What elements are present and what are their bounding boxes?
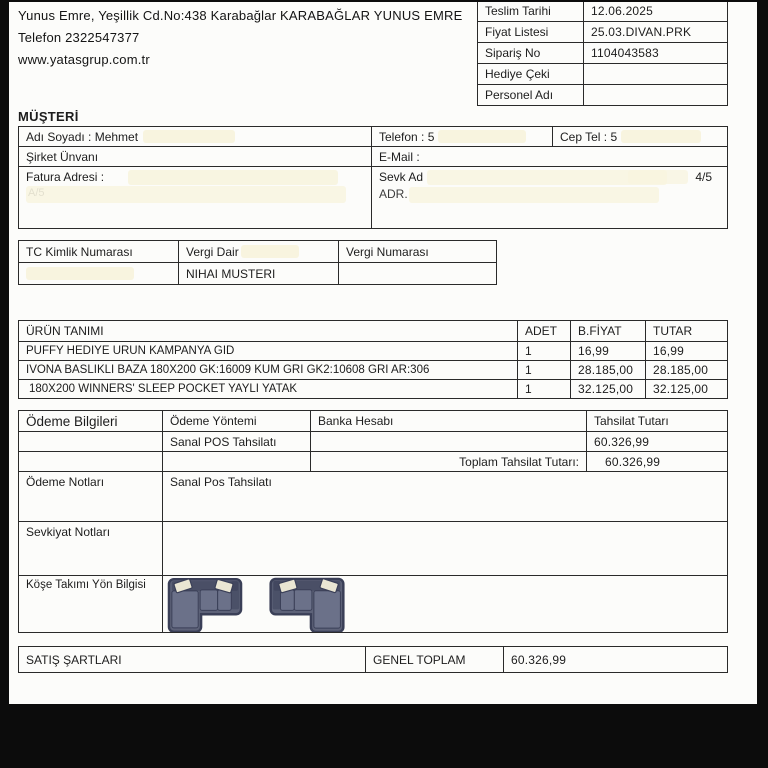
document-page bbox=[9, 2, 757, 704]
redaction-block bbox=[241, 245, 299, 258]
ship-address-fragment: 4/5 bbox=[695, 170, 712, 184]
invoice-address-cell bbox=[19, 167, 372, 229]
table-row bbox=[478, 85, 728, 106]
product-desc: IVONA BASLIKLI BAZA 180X200 GK:16009 KUM GRI GK2:10608 GRI AR:306 bbox=[19, 361, 518, 380]
invoice-address-label: Fatura Adresi : bbox=[26, 170, 105, 184]
products-qty-header: ADET bbox=[518, 321, 571, 342]
store-address: Yunus Emre, Yeşillik Cd.No:438 Karabağlar KARABAĞLAR YUNUS EMRE bbox=[18, 8, 463, 23]
tax-number-header: Vergi Numarası bbox=[339, 241, 497, 263]
bank-account-value bbox=[311, 432, 587, 452]
product-total: 32.125,00 bbox=[646, 380, 728, 399]
table-row bbox=[19, 147, 728, 167]
payment-notes-value: Sanal Pos Tahsilatı bbox=[163, 472, 728, 522]
ship-address-cell bbox=[372, 167, 728, 229]
total-collection-label: Toplam Tahsilat Tutarı: bbox=[311, 452, 587, 472]
product-qty: 1 bbox=[518, 361, 571, 380]
products-desc-header: ÜRÜN TANIMI bbox=[19, 321, 518, 342]
empty-cell bbox=[19, 452, 163, 472]
tc-id-header: TC Kimlik Numarası bbox=[19, 241, 179, 263]
table-row bbox=[478, 22, 728, 43]
redaction-block bbox=[628, 170, 688, 184]
product-total: 16,99 bbox=[646, 342, 728, 361]
customer-email-cell: E-Mail : bbox=[372, 147, 728, 167]
customer-celltel-cell bbox=[553, 127, 728, 147]
payment-method-header: Ödeme Yöntemi bbox=[163, 411, 311, 432]
payment-section-title: Ödeme Bilgileri bbox=[19, 411, 163, 432]
table-row bbox=[19, 647, 728, 673]
redaction-block bbox=[621, 130, 701, 143]
shipping-notes-label: Sevkiyat Notları bbox=[19, 522, 163, 576]
tax-office-label: Vergi Dair bbox=[186, 244, 239, 259]
customer-company-cell: Şirket Ünvanı bbox=[19, 147, 372, 167]
order-info-label: Fiyat Listesi bbox=[478, 22, 584, 43]
table-row bbox=[19, 241, 497, 263]
customer-celltel-label: Cep Tel : 5 bbox=[560, 129, 618, 144]
sales-terms-label: SATIŞ ŞARTLARI bbox=[19, 647, 366, 673]
corner-sofa-direction-label: Köşe Takımı Yön Bilgisi bbox=[19, 576, 163, 633]
products-table bbox=[18, 320, 728, 399]
order-info-label: Hediye Çeki bbox=[478, 64, 584, 85]
table-row bbox=[19, 263, 497, 285]
customer-name-label: Adı Soyadı : Mehmet bbox=[26, 129, 139, 144]
redaction-block bbox=[438, 130, 526, 143]
table-row bbox=[19, 127, 728, 147]
tax-office-value: NIHAI MUSTERI bbox=[179, 263, 339, 285]
order-info-label: Personel Adı bbox=[478, 85, 584, 106]
product-qty: 1 bbox=[518, 380, 571, 399]
ship-address-fragment2: ADR. bbox=[379, 187, 408, 201]
product-desc: 180X200 WINNERS' SLEEP POCKET YAYLI YATAK bbox=[19, 380, 518, 399]
product-price: 16,99 bbox=[571, 342, 646, 361]
order-info-value: 12.06.2025 bbox=[584, 2, 728, 22]
empty-cell bbox=[163, 452, 311, 472]
footer-table bbox=[18, 646, 728, 673]
table-header-row bbox=[19, 321, 728, 342]
bank-account-header: Banka Hesabı bbox=[311, 411, 587, 432]
product-price: 28.185,00 bbox=[571, 361, 646, 380]
table-row bbox=[19, 361, 728, 380]
order-info-label: Teslim Tarihi bbox=[478, 2, 584, 22]
table-row bbox=[478, 64, 728, 85]
payment-table bbox=[18, 410, 728, 633]
redaction-block bbox=[128, 170, 338, 185]
ship-address-label: Sevk Ad bbox=[379, 170, 424, 184]
order-info-label: Sipariş No bbox=[478, 43, 584, 64]
grand-total-label: GENEL TOPLAM bbox=[366, 647, 504, 673]
table-row bbox=[19, 432, 728, 452]
tax-number-value bbox=[339, 263, 497, 285]
product-total: 28.185,00 bbox=[646, 361, 728, 380]
grand-total-value: 60.326,99 bbox=[504, 647, 728, 673]
table-row bbox=[478, 2, 728, 22]
products-total-header: TUTAR bbox=[646, 321, 728, 342]
order-info-value: 25.03.DIVAN.PRK bbox=[584, 22, 728, 43]
table-row bbox=[478, 43, 728, 64]
order-info-value: 1104043583 bbox=[584, 43, 728, 64]
order-info-value bbox=[584, 64, 728, 85]
customer-phone-label: Telefon : 5 bbox=[379, 129, 435, 144]
corner-sofa-right-icon bbox=[267, 577, 347, 632]
total-collection-value: 60.326,99 bbox=[587, 452, 728, 472]
table-row bbox=[19, 472, 728, 522]
order-info-value bbox=[584, 85, 728, 106]
order-info-table bbox=[477, 2, 728, 106]
collection-amount-header: Tahsilat Tutarı bbox=[587, 411, 728, 432]
payment-method-value: Sanal POS Tahsilatı bbox=[163, 432, 311, 452]
corner-sofa-left-icon bbox=[167, 577, 243, 632]
table-row bbox=[19, 522, 728, 576]
table-row bbox=[19, 380, 728, 399]
tc-id-value bbox=[19, 263, 179, 285]
customer-section-title: MÜŞTERİ bbox=[18, 109, 79, 124]
table-row bbox=[19, 342, 728, 361]
tax-table bbox=[18, 240, 497, 285]
empty-cell bbox=[19, 432, 163, 452]
product-price: 32.125,00 bbox=[571, 380, 646, 399]
customer-name-cell bbox=[19, 127, 372, 147]
payment-notes-label: Ödeme Notları bbox=[19, 472, 163, 522]
tax-office-header bbox=[179, 241, 339, 263]
redaction-block bbox=[143, 130, 235, 143]
corner-sofa-direction-cell bbox=[163, 576, 728, 633]
table-header-row bbox=[19, 411, 728, 432]
collection-amount-value: 60.326,99 bbox=[587, 432, 728, 452]
shipping-notes-value bbox=[163, 522, 728, 576]
product-desc: PUFFY HEDIYE URUN KAMPANYA GID bbox=[19, 342, 518, 361]
customer-phone-cell bbox=[372, 127, 553, 147]
product-qty: 1 bbox=[518, 342, 571, 361]
redaction-block bbox=[26, 267, 134, 280]
table-row bbox=[19, 167, 728, 229]
customer-table bbox=[18, 126, 728, 229]
redaction-block bbox=[409, 187, 659, 203]
products-price-header: B.FİYAT bbox=[571, 321, 646, 342]
store-phone: Telefon 2322547377 bbox=[18, 30, 140, 45]
store-website: www.yatasgrup.com.tr bbox=[18, 52, 150, 67]
redaction-block bbox=[26, 186, 346, 203]
table-row bbox=[19, 576, 728, 633]
table-row bbox=[19, 452, 728, 472]
